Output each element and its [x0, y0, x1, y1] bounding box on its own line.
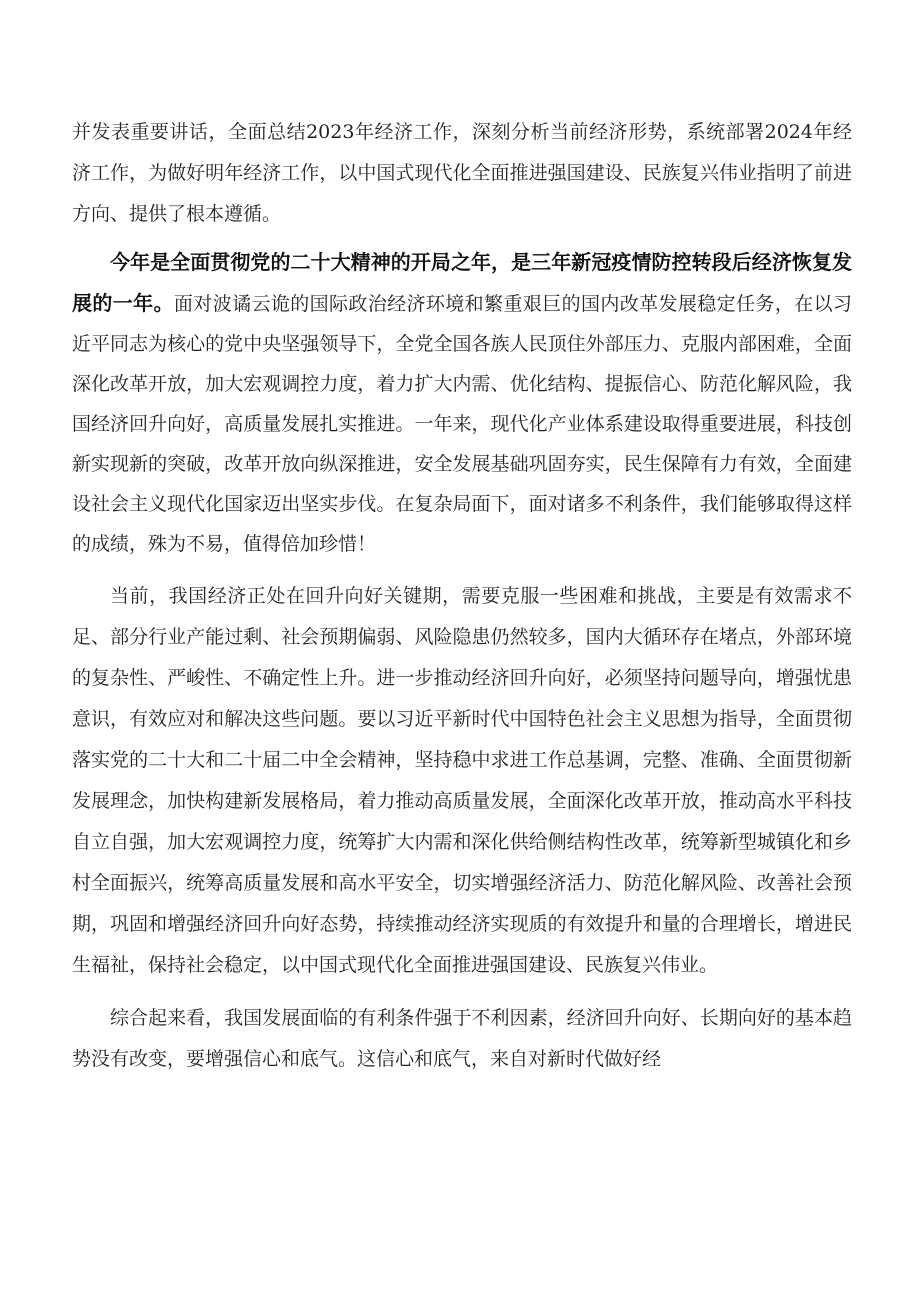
paragraph-2-lead: 今年是全面贯彻党的二十大精神的开局之年，是三年新冠疫情防控转段后经济恢复发展的一年。: [72, 250, 852, 315]
paragraph-3: 当前，我国经济正处在回升向好关键期，需要克服一些困难和挑战，主要是有效需求不足、部分行业产能过剩、社会预期偏弱、风险隐患仍然较多，国内大循环存在堵点，外部环境的复杂性、严峻性、不确定性上升。进一步推动经济回升向好，必须坚持问题导向，增强忧患意识，有效应对和解决这些问题。要以习近平新时代中国特色社会主义思想为指导，全面贯彻落实党的二十大和二十届二中全会精神，坚持稳中求进工作总基调，完整、准确、全面贯彻新发展理念，加快构建新发展格局，着力推动高质量发展，全面深化改革开放，推动高水平科技自立自强，加大宏观调控力度，统筹扩大内需和深化供给侧结构性改革，统筹新型城镇化和乡村全面振兴，统筹高质量发展和高水平安全，切实增强经济活力、防范化解风险、改善社会预期，巩固和增强经济回升向好态势，持续推动经济实现质的有效提升和量的合理增长，增进民生福祉，保持社会稳定，以中国式现代化全面推进强国建设、民族复兴伟业。: [72, 585, 852, 976]
document-body: [72, 112, 852, 1080]
paragraph-2: [72, 242, 852, 564]
paragraph-1: 并发表重要讲话，全面总结2023年经济工作，深刻分析当前经济形势，系统部署2024年经济工作，为做好明年经济工作，以中国式现代化全面推进强国建设、民族复兴伟业指明了前进方向、提供了根本遵循。: [72, 121, 852, 225]
paragraph-4: 综合起来看，我国发展面临的有利条件强于不利因素，经济回升向好、长期向好的基本趋势没有改变，要增强信心和底气。这信心和底气，来自对新时代做好经: [72, 1007, 852, 1070]
paragraph-2-body: 面对波谲云诡的国际政治经济环境和繁重艰巨的国内改革发展稳定任务，在以习近平同志为核心的党中央坚强领导下，全党全国各族人民顶住外部压力、克服内部困难，全面深化改革开放，加大宏观调控力度，着力扩大内需、优化结构、提振信心、防范化解风险，我国经济回升向好，高质量发展扎实推进。一年来，现代化产业体系建设取得重要进展，科技创新实现新的突破，改革开放向纵深推进，安全发展基础巩固夯实，民生保障有力有效，全面建设社会主义现代化国家迈出坚实步伐。在复杂局面下，面对诸多不利条件，我们能够取得这样的成绩，殊为不易，值得倍加珍惜！: [72, 293, 852, 555]
